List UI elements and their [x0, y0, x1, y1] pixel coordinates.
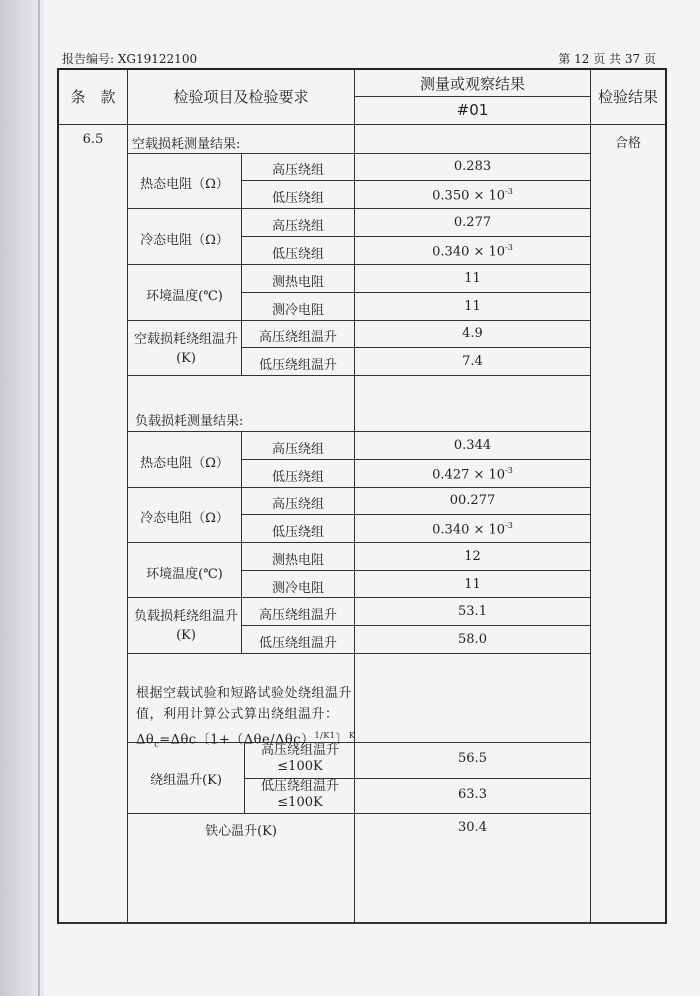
no-load-hv-rise-label: 高压绕组温升: [258, 330, 337, 345]
core-rise-label: 铁心温升(K): [205, 824, 277, 839]
load-ambient-hot-value: 12: [464, 549, 481, 564]
load-hot-hv-value: 0.344: [453, 438, 492, 453]
no-load-hv-rise-value: 4.9: [462, 326, 483, 341]
load-ambient-label: 环境温度(℃): [146, 567, 223, 582]
column-item: 检验项目及检验要求: [173, 88, 309, 106]
lv-rise-result: 63.3: [458, 787, 487, 802]
no-load-ambient-label: 环境温度(℃): [146, 289, 223, 304]
load-hot-hv-label: 高压绕组: [271, 442, 324, 457]
no-load-hot-lv-label: 低压绕组: [271, 191, 324, 206]
lv-limit-label: 低压绕组温升≤100K: [260, 779, 339, 810]
no-load-lv-rise-label: 低压绕组温升: [258, 358, 337, 373]
report-number-value: XG19122100: [117, 52, 198, 66]
no-load-hot-lv-value: $0.350 \times 10^{-3}$: [432, 187, 513, 204]
load-lv-rise-label: 低压绕组温升: [258, 636, 337, 651]
column-clause: 条 款: [70, 88, 116, 106]
page-indicator: [558, 50, 656, 67]
load-measure-hot-label: 测热电阻: [271, 553, 324, 568]
no-load-ambient-hot-value: 11: [464, 271, 481, 286]
load-hv-rise-label: 高压绕组温升: [258, 608, 337, 623]
clause-number: 6.5: [82, 132, 104, 147]
spine-edge: [38, 0, 40, 996]
load-cold-lv-value: $0.340 \times 10^{-3}$: [432, 521, 513, 538]
load-lv-rise-value: 58.0: [458, 632, 487, 647]
calc-formula-text: 根据空载试验和短路试验处绕组温升值，利用计算公式算出绕组温升：$\Delta\theta_c=\Delta\theta c$〔$1+(\Delta\theta e/\Delta\theta c)^{1/K1}$〕$^K$: [136, 686, 356, 749]
load-cold-resistance-label: 冷态电阻（Ω）: [140, 511, 229, 526]
no-load-cold-lv-value: $0.340 \times 10^{-3}$: [432, 243, 513, 260]
core-rise-value: 30.4: [458, 820, 487, 835]
no-load-hot-hv-value: 0.283: [453, 159, 492, 174]
winding-rise-label: 绕组温升(K): [150, 773, 222, 788]
load-cold-hv-value: 00.277: [449, 493, 496, 508]
report-number: [62, 50, 197, 67]
no-load-hot-hv-label: 高压绕组: [271, 163, 324, 178]
page-prefix: 第: [558, 52, 571, 66]
load-hv-rise-value: 53.1: [458, 604, 487, 619]
no-load-title: 空载损耗测量结果:: [132, 137, 241, 152]
hv-limit-label: 高压绕组温升≤100K: [260, 743, 339, 774]
no-load-cold-resistance-label: 冷态电阻（Ω）: [140, 233, 229, 248]
column-result: 测量或观察结果: [419, 75, 525, 93]
no-load-measure-cold-label: 测冷电阻: [271, 303, 324, 318]
no-load-hot-resistance-label: 热态电阻（Ω）: [140, 177, 229, 192]
load-cold-hv-label: 高压绕组: [271, 497, 324, 512]
load-measure-cold-label: 测冷电阻: [271, 581, 324, 596]
load-hot-lv-value: $0.427 \times 10^{-3}$: [432, 466, 513, 483]
no-load-lv-rise-value: 7.4: [462, 354, 483, 369]
no-load-temp-rise-label: 空载损耗绕组温升(K): [134, 332, 239, 366]
no-load-cold-hv-value: 0.277: [453, 215, 492, 230]
report-number-label: 报告编号:: [62, 52, 115, 66]
page-mid: 页 共: [593, 52, 622, 66]
load-hot-resistance-label: 热态电阻（Ω）: [140, 456, 229, 471]
page-current: 12: [574, 52, 590, 66]
verdict-value: 合格: [614, 136, 641, 151]
load-title: 负载损耗测量结果:: [135, 414, 244, 429]
no-load-cold-lv-label: 低压绕组: [271, 247, 324, 262]
column-verdict: 检验结果: [597, 88, 658, 106]
column-sample: #01: [456, 101, 489, 119]
hv-rise-result: 56.5: [458, 751, 487, 766]
load-cold-lv-label: 低压绕组: [271, 525, 324, 540]
load-ambient-cold-value: 11: [464, 577, 481, 592]
no-load-ambient-cold-value: 11: [464, 299, 481, 314]
load-hot-lv-label: 低压绕组: [271, 470, 324, 485]
no-load-cold-hv-label: 高压绕组: [271, 219, 324, 234]
no-load-measure-hot-label: 测热电阻: [271, 275, 324, 290]
load-temp-rise-label: 负载损耗绕组温升(K): [134, 609, 239, 643]
page-suffix: 页: [643, 52, 656, 66]
page-total: 37: [624, 52, 641, 66]
